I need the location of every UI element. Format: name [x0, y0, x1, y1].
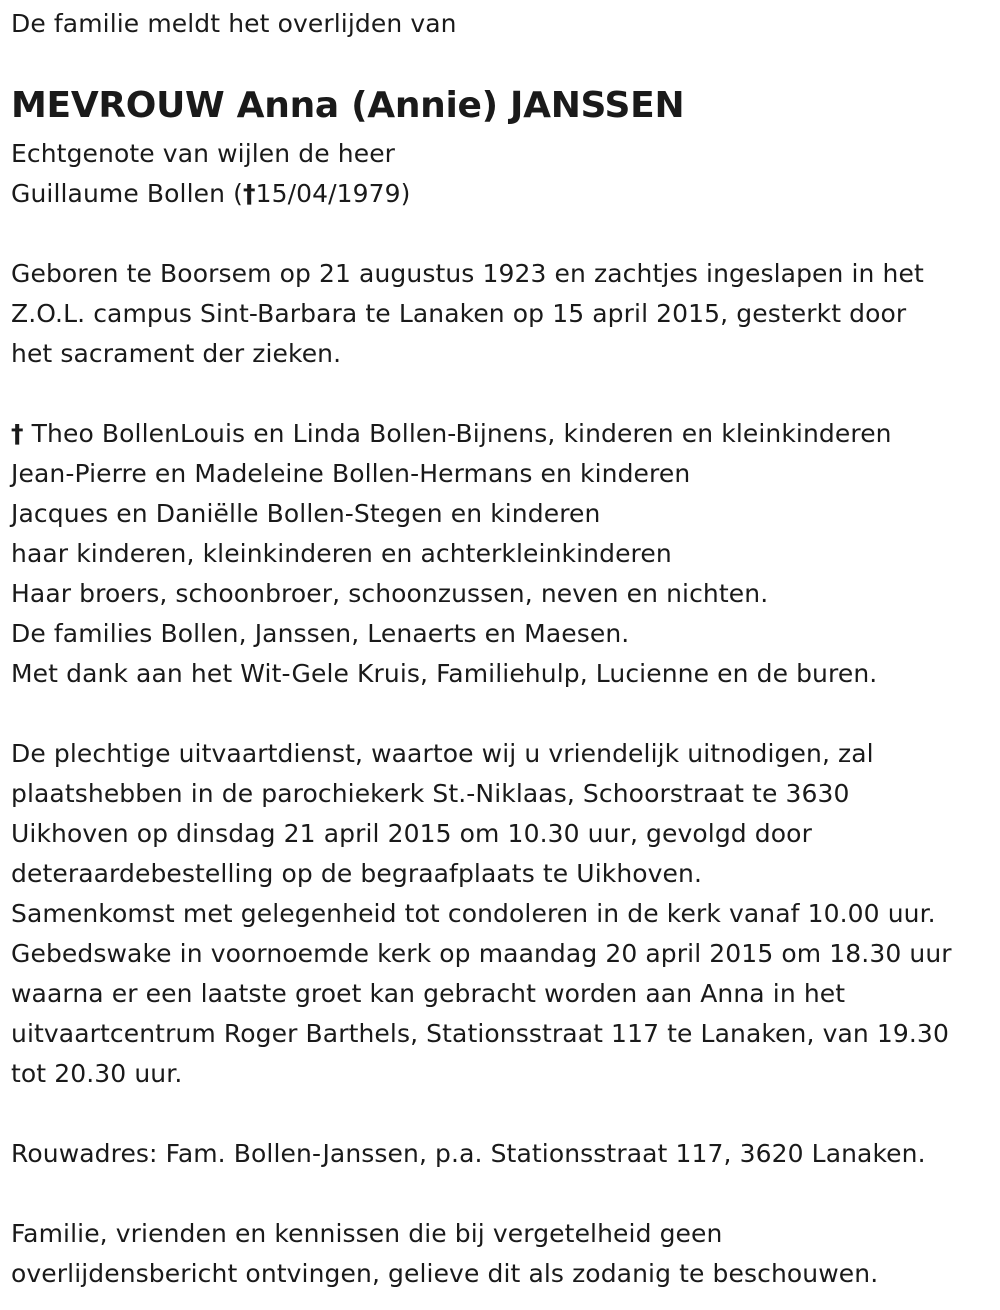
family-line-1 — [11, 414, 892, 454]
ceremony-line-1: De plechtige uitvaartdienst, waartoe wij u vriendelijk uitnodigen, zal — [11, 739, 874, 768]
cross-icon: † — [242, 179, 256, 208]
family-line-2: Jean-Pierre en Madeleine Bollen-Hermans en kinderen — [11, 459, 691, 488]
ceremony-line-2: plaatshebben in de parochiekerk St.-Niklaas, Schoorstraat te 3630 — [11, 779, 850, 808]
spouse-death-date: 15/04/1979) — [255, 179, 411, 208]
spouse-name-text: Guillaume Bollen ( — [11, 179, 243, 208]
birth-line-2: Z.O.L. campus Sint-Barbara te Lanaken op 15 april 2015, gesterkt door — [11, 299, 907, 328]
closing-line-2: overlijdensbericht ontvingen, gelieve dit als zodanig te beschouwen. — [11, 1259, 879, 1288]
spouse-line-2 — [11, 174, 411, 214]
cross-icon: † — [11, 419, 24, 448]
ceremony-line-3: Uikhoven op dinsdag 21 april 2015 om 10.30 uur, gevolgd door — [11, 819, 812, 848]
ceremony-line-8: uitvaartcentrum Roger Barthels, Stationsstraat 117 te Lanaken, van 19.30 — [11, 1019, 949, 1048]
closing-line-1: Familie, vrienden en kennissen die bij vergetelheid geen — [11, 1219, 723, 1248]
family-line-4: haar kinderen, kleinkinderen en achterkleinkinderen — [11, 539, 672, 568]
mourning-address: Rouwadres: Fam. Bollen-Janssen, p.a. Stationsstraat 117, 3620 Lanaken. — [11, 1139, 926, 1168]
intro-text: De familie meldt het overlijden van — [11, 9, 457, 38]
family-line-5: Haar broers, schoonbroer, schoonzussen, neven en nichten. — [11, 579, 769, 608]
family-line-1-text: Theo BollenLouis en Linda Bollen-Bijnens, kinderen en kleinkinderen — [23, 419, 892, 448]
spouse-line-1: Echtgenote van wijlen de heer — [11, 139, 396, 168]
deceased-name: MEVROUW Anna (Annie) JANSSEN — [11, 85, 685, 126]
family-line-6: De families Bollen, Janssen, Lenaerts en Maesen. — [11, 619, 630, 648]
ceremony-line-9: tot 20.30 uur. — [11, 1059, 183, 1088]
family-line-7: Met dank aan het Wit-Gele Kruis, Familiehulp, Lucienne en de buren. — [11, 659, 878, 688]
birth-line-1: Geboren te Boorsem op 21 augustus 1923 en zachtjes ingeslapen in het — [11, 259, 924, 288]
ceremony-line-4: deteraardebestelling op de begraafplaats te Uikhoven. — [11, 859, 703, 888]
ceremony-line-5: Samenkomst met gelegenheid tot condoleren in de kerk vanaf 10.00 uur. — [11, 899, 936, 928]
ceremony-line-6: Gebedswake in voornoemde kerk op maandag 20 april 2015 om 18.30 uur — [11, 939, 952, 968]
ceremony-line-7: waarna er een laatste groet kan gebracht worden aan Anna in het — [11, 979, 846, 1008]
family-line-3: Jacques en Daniëlle Bollen-Stegen en kinderen — [11, 499, 601, 528]
birth-line-3: het sacrament der zieken. — [11, 339, 342, 368]
